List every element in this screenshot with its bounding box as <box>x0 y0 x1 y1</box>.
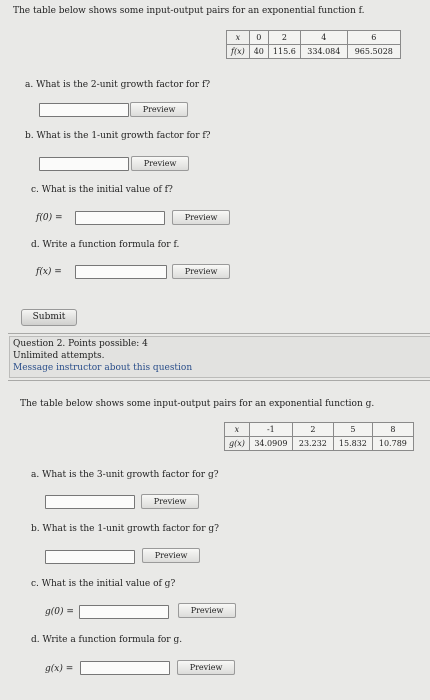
q2-part-c: c. What is the initial value of g? <box>31 579 176 589</box>
q2-part-d: d. Write a function formula for g. <box>31 635 183 645</box>
q2-intro: The table below shows some input-output pairs for an exponential function g. <box>20 399 375 409</box>
q1-preview-a-button[interactable]: Preview <box>130 102 188 117</box>
q2-table-x-cell: -1 <box>249 423 292 437</box>
q1-c-label: f(0) = <box>36 213 63 223</box>
q1-answer-c-input[interactable] <box>75 211 165 225</box>
q2-preview-d-button[interactable]: Preview <box>177 660 235 675</box>
message-instructor-link[interactable]: Message instructor about this question <box>13 363 193 373</box>
q2-answer-d-input[interactable] <box>80 661 170 675</box>
q1-preview-d-button[interactable]: Preview <box>172 264 230 279</box>
question-points: Question 2. Points possible: 4 <box>13 339 148 349</box>
q1-part-c: c. What is the initial value of f? <box>31 185 173 195</box>
q1-part-a: a. What is the 2-unit growth factor for f? <box>25 80 211 90</box>
q2-io-table <box>224 422 414 451</box>
q2-d-label: g(x) = <box>45 664 74 674</box>
q2-answer-b-input[interactable] <box>45 550 135 564</box>
q1-table-y-label: f(x) <box>227 45 250 59</box>
q2-part-b: b. What is the 1-unit growth factor for g? <box>31 524 219 534</box>
section-divider <box>8 380 430 381</box>
q2-table-x-label: x <box>225 423 250 437</box>
q1-preview-c-button[interactable]: Preview <box>172 210 230 225</box>
q2-answer-a-input[interactable] <box>45 495 135 509</box>
q1-part-d: d. Write a function formula for f. <box>31 240 180 250</box>
q1-intro: The table below shows some input-output pairs for an exponential function f. <box>13 6 365 16</box>
q2-answer-c-input[interactable] <box>79 605 169 619</box>
q2-preview-b-button[interactable]: Preview <box>142 548 200 563</box>
q1-table-x-cell: 0 <box>249 31 268 45</box>
q1-io-table <box>226 30 401 59</box>
q2-preview-a-button[interactable]: Preview <box>141 494 199 509</box>
q1-answer-b-input[interactable] <box>39 157 129 171</box>
q1-part-b: b. What is the 1-unit growth factor for f? <box>25 131 211 141</box>
q2-table-x-cell: 2 <box>292 423 333 437</box>
q2-preview-c-button[interactable]: Preview <box>178 603 236 618</box>
submit-button[interactable]: Submit <box>21 309 77 326</box>
q2-table-y-label: g(x) <box>225 437 250 451</box>
q1-table-y-cell: 334.084 <box>300 45 347 59</box>
q2-table-y-cell: 15.832 <box>333 437 372 451</box>
q2-table-y-cell: 23.232 <box>292 437 333 451</box>
q2-table-x-cell: 5 <box>333 423 372 437</box>
q1-preview-b-button[interactable]: Preview <box>131 156 189 171</box>
question-attempts: Unlimited attempts. <box>13 351 105 361</box>
section-divider <box>8 333 430 334</box>
q1-table-y-cell: 965.5028 <box>347 45 400 59</box>
q2-table-y-cell: 10.789 <box>372 437 413 451</box>
q1-table-x-cell: 2 <box>268 31 300 45</box>
q1-table-x-label: x <box>227 31 250 45</box>
q2-part-a: a. What is the 3-unit growth factor for g? <box>31 470 219 480</box>
q2-table-y-cell: 34.0909 <box>249 437 292 451</box>
q1-table-x-cell: 4 <box>300 31 347 45</box>
q1-answer-a-input[interactable] <box>39 103 129 117</box>
q1-table-y-cell: 115.6 <box>268 45 300 59</box>
q1-table-x-cell: 6 <box>347 31 400 45</box>
q1-answer-d-input[interactable] <box>75 265 167 279</box>
q2-table-x-cell: 8 <box>372 423 413 437</box>
q2-c-label: g(0) = <box>45 607 74 617</box>
q1-d-label: f(x) = <box>36 267 62 277</box>
q1-table-y-cell: 40 <box>249 45 268 59</box>
